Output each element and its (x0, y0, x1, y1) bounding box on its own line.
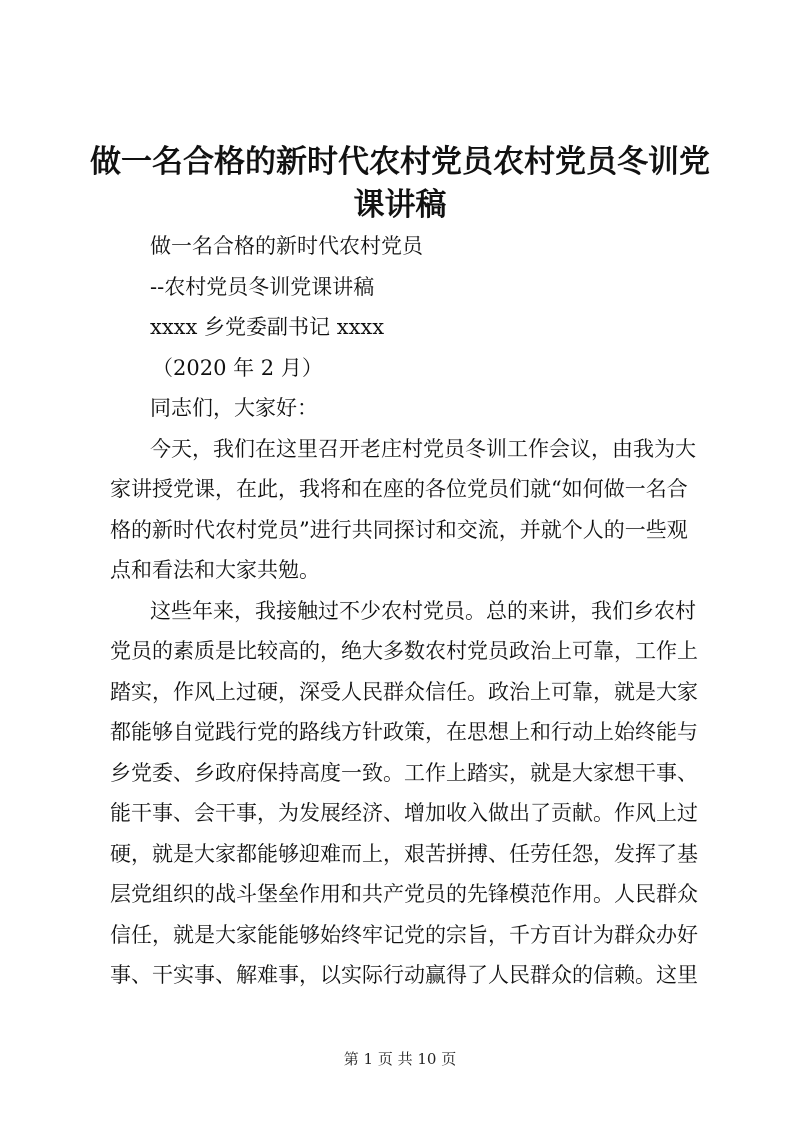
greeting-line: 同志们，大家好： (150, 396, 318, 420)
paragraph-1 (110, 429, 705, 591)
paragraph-line: 硬，就是大家都能够迎难而上，艰苦拼搏、任劳任怨，发挥了基 (110, 841, 698, 866)
paragraph-line: 踏实，作风上过硬，深受人民群众信任。政治上可靠，就是大家 (110, 679, 698, 704)
paragraph-line: 事、干实事、解难事，以实际行动赢得了人民群众的信赖。这里 (110, 963, 698, 987)
paragraph-line: 格的新时代农村党员”进行共同探讨和交流，并就个人的一些观 (110, 517, 688, 542)
subtitle-secondary: --农村党员冬训党课讲稿 (150, 274, 375, 299)
paragraph-line: 这些年来，我接触过不少农村党员。总的来讲，我们乡农村 (150, 598, 696, 623)
paragraph-2 (110, 591, 705, 996)
paragraph-line: 层党组织的战斗堡垒作用和共产党员的先锋模范作用。人民群众 (110, 882, 698, 906)
document-title-line-2: 课讲稿 (353, 187, 447, 223)
subtitle: 做一名合格的新时代农村党员 (150, 234, 423, 258)
document-title-line-1: 做一名合格的新时代农村党员农村党员冬训党 (90, 144, 710, 180)
paragraph-line: 都能够自觉践行党的路线方针政策，在思想上和行动上始终能与 (110, 720, 698, 744)
date-line: （2020 年 2 月） (152, 355, 323, 380)
paragraph-line: 乡党委、乡政府保持高度一致。工作上踏实，就是大家想干事、 (110, 760, 698, 785)
document-body (110, 226, 705, 996)
page-footer: 第 1 页 共 10 页 (343, 1050, 457, 1068)
paragraph-line: 党员的素质是比较高的，绝大多数农村党员政治上可靠，工作上 (110, 639, 698, 663)
paragraph-line: 家讲授党课，在此，我将和在座的各位党员们就“如何做一名合 (110, 477, 688, 501)
paragraph-line: 今天，我们在这里召开老庄村党员冬训工作会议，由我为大 (150, 436, 696, 461)
paragraph-line: 能干事、会干事，为发展经济、增加收入做出了贡献。作风上过 (110, 801, 698, 825)
paragraph-line: 点和看法和大家共勉。 (110, 558, 320, 582)
author-line: xxxx 乡党委副书记 xxxx (150, 315, 385, 339)
paragraph-line: 信任，就是大家能能够始终牢记党的宗旨，千方百计为群众办好 (110, 922, 698, 947)
